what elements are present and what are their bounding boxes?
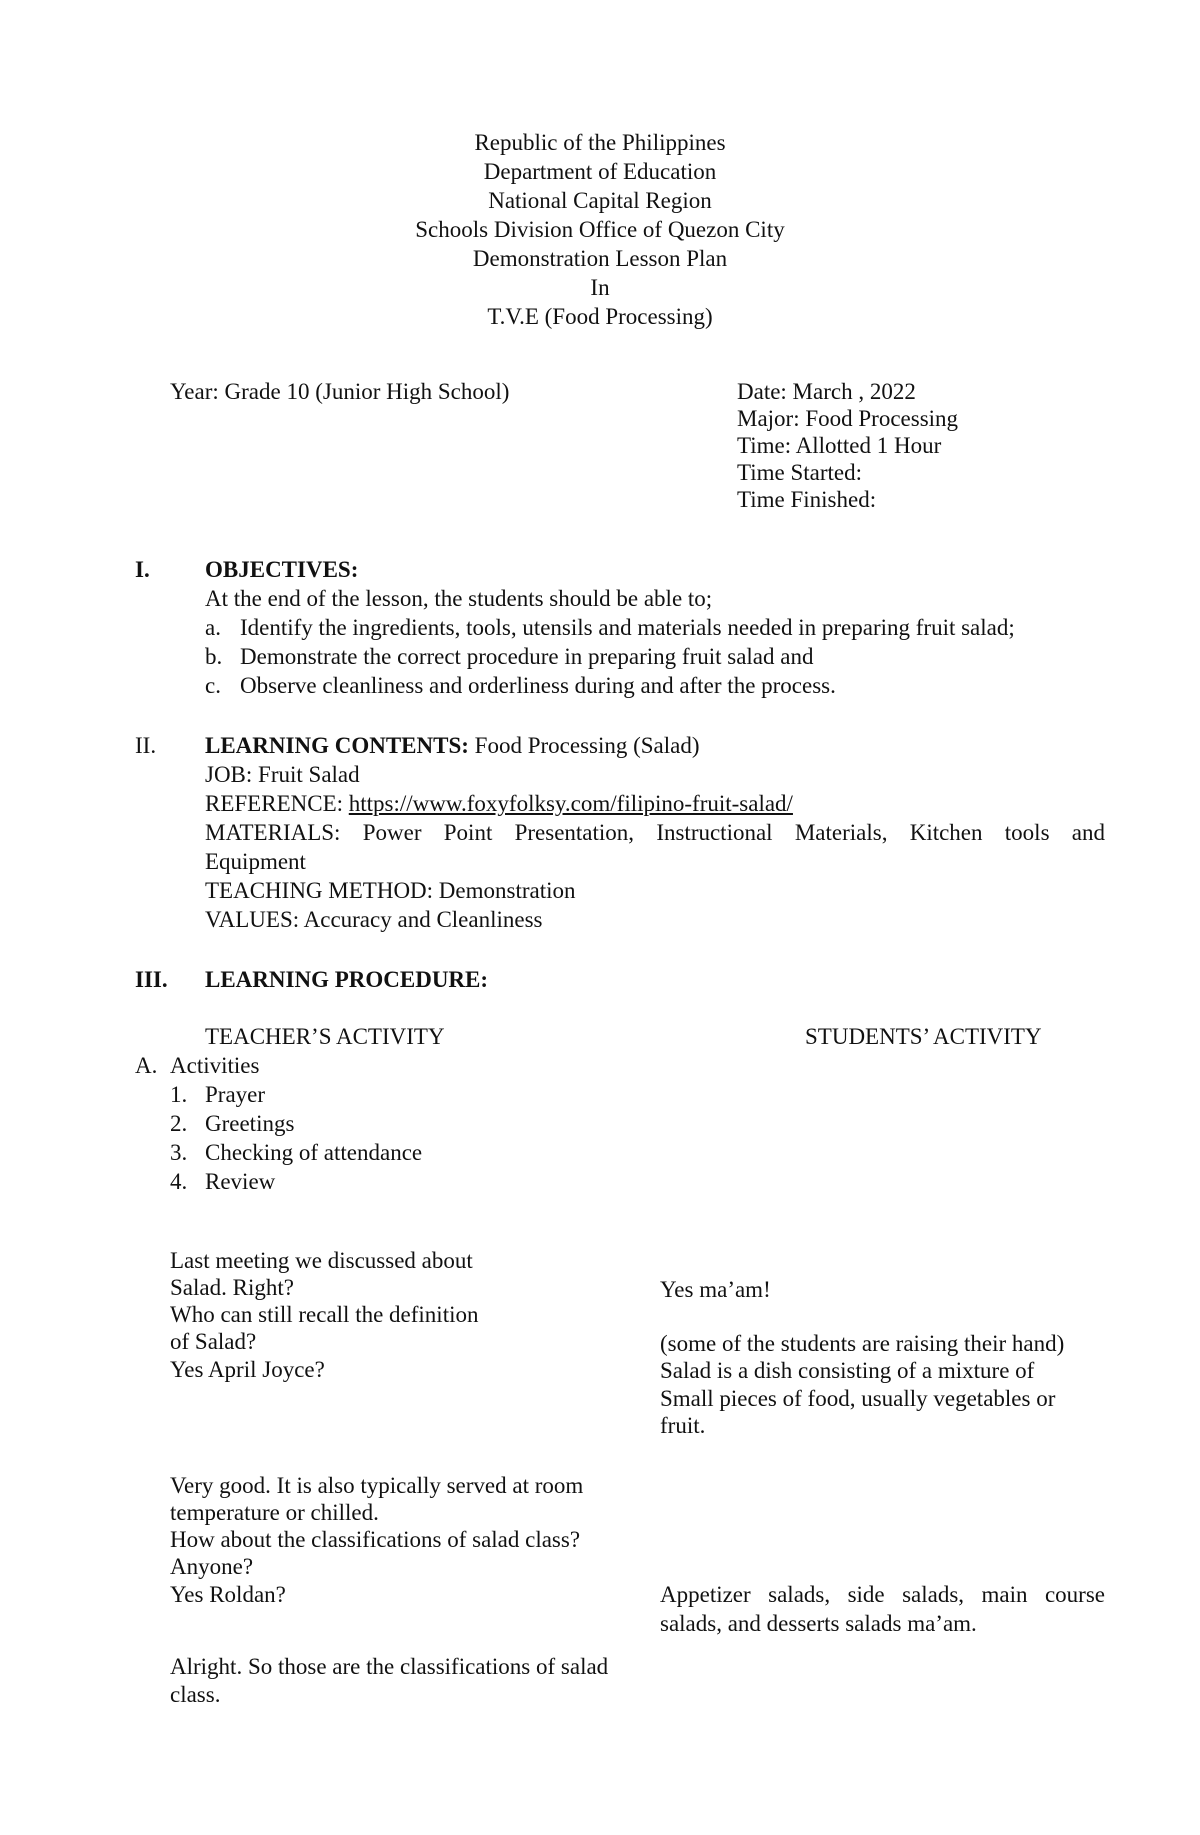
header-department: Department of Education bbox=[483, 159, 717, 184]
procedure-title: LEARNING PROCEDURE: bbox=[205, 967, 489, 992]
header-subject: T.V.E (Food Processing) bbox=[487, 304, 713, 329]
teacher-line: Anyone? bbox=[170, 1554, 254, 1579]
objectives-intro: At the end of the lesson, the students should be able to; bbox=[205, 586, 713, 611]
objective-item: Demonstrate the correct procedure in preparing fruit salad and bbox=[240, 644, 814, 669]
students-activity-header: STUDENTS’ ACTIVITY bbox=[805, 1024, 1042, 1049]
objective-item: Observe cleanliness and orderliness during and after the process. bbox=[240, 673, 836, 698]
info-time-started: Time Started: bbox=[737, 460, 863, 485]
student-line: fruit. bbox=[660, 1413, 706, 1438]
info-year: Year: Grade 10 (Junior High School) bbox=[170, 379, 510, 404]
step-marker: 1. bbox=[170, 1082, 188, 1107]
contents-topic: Food Processing (Salad) bbox=[468, 733, 700, 758]
contents-title: LEARNING CONTENTS: bbox=[205, 733, 469, 758]
contents-numeral: II. bbox=[135, 733, 157, 758]
objective-marker: b. bbox=[205, 644, 223, 669]
contents-values: VALUES: Accuracy and Cleanliness bbox=[205, 907, 543, 932]
reference-link[interactable]: https://www.foxyfolksy.com/filipino-fruit-salad/ bbox=[348, 791, 793, 816]
contents-reference bbox=[205, 789, 793, 818]
header-division: Schools Division Office of Quezon City bbox=[415, 217, 785, 242]
teacher-line: Yes Roldan? bbox=[170, 1582, 286, 1607]
header-title: Demonstration Lesson Plan bbox=[472, 246, 728, 271]
contents-heading bbox=[205, 731, 700, 760]
step-item: Checking of attendance bbox=[205, 1140, 423, 1165]
step-item: Greetings bbox=[205, 1111, 295, 1136]
teacher-line: Very good. It is also typically served at room bbox=[170, 1473, 584, 1498]
student-line: Yes ma’am! bbox=[660, 1277, 771, 1302]
section-label: Activities bbox=[170, 1053, 260, 1078]
reference-label: REFERENCE: bbox=[205, 791, 349, 816]
step-marker: 4. bbox=[170, 1169, 188, 1194]
teacher-line: How about the classifications of salad class? bbox=[170, 1527, 581, 1552]
objectives-title: OBJECTIVES: bbox=[205, 557, 359, 582]
objective-marker: c. bbox=[205, 673, 221, 698]
step-marker: 3. bbox=[170, 1140, 188, 1165]
objective-item: Identify the ingredients, tools, utensils and materials needed in preparing fruit salad; bbox=[240, 615, 1015, 640]
teacher-activity-header: TEACHER’S ACTIVITY bbox=[205, 1024, 445, 1049]
step-item: Review bbox=[205, 1169, 276, 1194]
teacher-line: temperature or chilled. bbox=[170, 1500, 379, 1525]
student-line: Small pieces of food, usually vegetables or bbox=[660, 1386, 1056, 1411]
objective-marker: a. bbox=[205, 615, 221, 640]
info-date: Date: March , 2022 bbox=[737, 379, 916, 404]
teacher-line: Last meeting we discussed about bbox=[170, 1248, 473, 1273]
procedure-numeral: III. bbox=[135, 967, 168, 992]
objectives-numeral: I. bbox=[135, 557, 150, 582]
contents-job: JOB: Fruit Salad bbox=[205, 762, 360, 787]
teacher-line: Who can still recall the definition bbox=[170, 1302, 479, 1327]
teacher-line: of Salad? bbox=[170, 1329, 257, 1354]
info-major: Major: Food Processing bbox=[737, 406, 959, 431]
student-line: (some of the students are raising their hand) bbox=[660, 1331, 1065, 1356]
info-time-finished: Time Finished: bbox=[737, 487, 877, 512]
header-region: National Capital Region bbox=[488, 188, 712, 213]
header-republic: Republic of the Philippines bbox=[474, 130, 726, 155]
teacher-line: Alright. So those are the classifications of salad bbox=[170, 1654, 609, 1679]
student-line: salads, and desserts salads ma’am. bbox=[660, 1611, 977, 1636]
info-time: Time: Allotted 1 Hour bbox=[737, 433, 942, 458]
step-marker: 2. bbox=[170, 1111, 188, 1136]
contents-materials: MATERIALS: Power Point Presentation, Instructional Materials, Kitchen tools and bbox=[205, 820, 1105, 845]
student-line: Salad is a dish consisting of a mixture of bbox=[660, 1358, 1035, 1383]
section-marker: A. bbox=[135, 1053, 158, 1078]
step-item: Prayer bbox=[205, 1082, 266, 1107]
contents-method: TEACHING METHOD: Demonstration bbox=[205, 878, 576, 903]
header-in: In bbox=[590, 275, 610, 300]
teacher-line: Yes April Joyce? bbox=[170, 1357, 325, 1382]
teacher-line: class. bbox=[170, 1682, 221, 1707]
student-line: Appetizer salads, side salads, main course bbox=[660, 1582, 1105, 1607]
contents-materials-cont: Equipment bbox=[205, 849, 306, 874]
teacher-line: Salad. Right? bbox=[170, 1275, 294, 1300]
